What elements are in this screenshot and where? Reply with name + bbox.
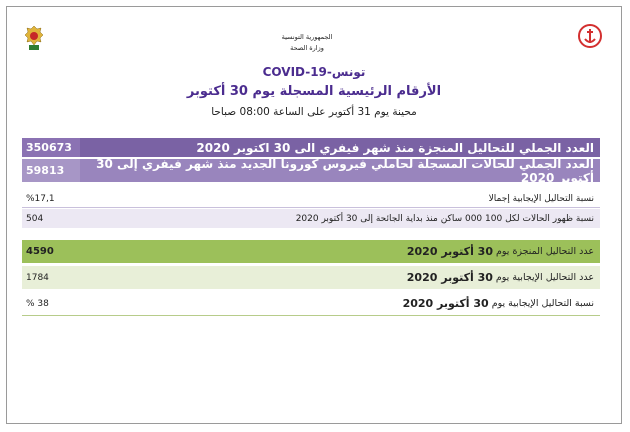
total-tests-label: العدد الجملي للتحاليل المنجزة منذ شهر فيفري الى 30 اكتوبر 2020 [80, 138, 600, 157]
daily-tests-text: عدد التحاليل المنجزة يوم [495, 246, 594, 257]
red-crescent-anchor-icon [577, 23, 603, 49]
daily-positive-text: عدد التحاليل الإيجابية يوم [495, 272, 594, 283]
daily-positivity-text: نسبة التحاليل الإيجابية يوم [491, 298, 594, 309]
update-subtitle: محينة يوم 31 أكتوبر على الساعة 08:00 صباحا [211, 106, 417, 118]
main-title: الأرقام الرئيسية المسجلة يوم 30 أكتوبر [186, 84, 442, 99]
table-row [22, 292, 600, 316]
table-row [22, 209, 600, 229]
daily-tests-label [80, 240, 600, 263]
positivity-total-value: %17,1 [26, 193, 55, 204]
daily-tests-value: 4590 [22, 240, 80, 263]
incidence-label: نسبة ظهور الحالات لكل 100 000 ساكن منذ بداية الجائحة إلى 30 أكتوبر 2020 [295, 213, 594, 224]
daily-positivity-value: % 38 [26, 298, 49, 309]
daily-positivity-label [80, 292, 600, 315]
daily-positive-value: 1784 [26, 272, 49, 283]
table-row [22, 266, 600, 290]
daily-tests-date: 30 أكتوبر 2020 [406, 245, 493, 258]
ministry-line-2: وزارة الصحة [290, 44, 324, 52]
covid-title: COVID-19-تونس [262, 65, 366, 79]
table-row [22, 156, 600, 185]
daily-positivity-date: 30 أكتوبر 2020 [402, 297, 489, 310]
table-row [22, 240, 600, 264]
incidence-value: 504 [26, 213, 44, 224]
daily-positive-date: 30 أكتوبر 2020 [406, 271, 493, 284]
positivity-total-label: نسبة التحاليل الإيجابية إجمالا [488, 193, 594, 204]
total-cases-value: 59813 [22, 159, 80, 182]
ministry-line-1: الجمهورية التونسية [281, 33, 333, 41]
total-tests-value: 350673 [22, 138, 80, 157]
total-cases-label: العدد الجملي للحالات المسجلة لحاملي فيروس كورونا الجديد منذ شهر فيفري إلى 30 أكتوبر 2020 [80, 159, 600, 182]
table-row [22, 190, 600, 208]
tunisia-coat-of-arms-icon [23, 25, 45, 51]
table-row [22, 138, 600, 158]
daily-positive-label [80, 266, 600, 289]
